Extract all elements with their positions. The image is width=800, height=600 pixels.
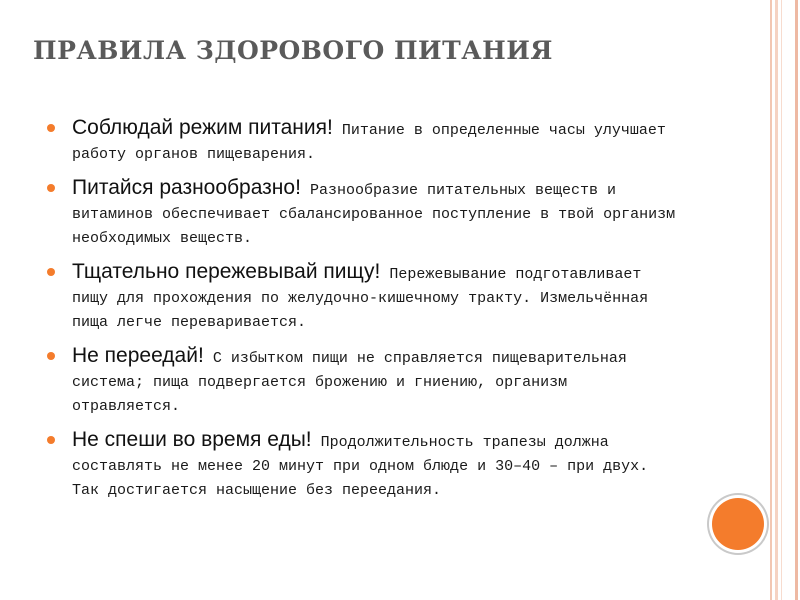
rule-heading: Питайся разнообразно!: [72, 176, 301, 199]
rules-list: [47, 116, 682, 512]
rule-item: [47, 428, 682, 503]
slide-title: ПРАВИЛА ЗДОРОВОГО ПИТАНИЯ: [33, 36, 553, 65]
rule-text: Разнообразие питательных веществ и витаминов обеспечивает сбалансированное поступление в твой организм необходимых веществ.: [72, 182, 676, 247]
rule-text: Питание в определенные часы улучшает работу органов пищеварения.: [72, 122, 666, 163]
rule-heading: Соблюдай режим питания!: [72, 116, 333, 139]
rule-heading: Не переедай!: [72, 344, 204, 367]
rule-item: [47, 260, 682, 335]
rule-heading: Тщательно пережевывай пищу!: [72, 260, 381, 283]
rule-text: С избытком пищи не справляется пищеварительная система; пища подвергается брожению и гниению, организм отравляется.: [72, 350, 627, 415]
rule-item: [47, 176, 682, 251]
bullet-dot-icon: [47, 268, 55, 276]
rule-item: [47, 116, 682, 167]
decorative-stripe: [781, 0, 782, 600]
bullet-dot-icon: [47, 352, 55, 360]
rule-heading: Не спеши во время еды!: [72, 428, 312, 451]
rule-item: [47, 344, 682, 419]
orange-circle-icon: [712, 498, 764, 550]
decorative-stripe: [775, 0, 778, 600]
bullet-dot-icon: [47, 436, 55, 444]
rule-text: Продолжительность трапезы должна составлять не менее 20 минут при одном блюде и 30–40 – при двух. Так достигается насыщение без переедания.: [72, 434, 649, 499]
bullet-dot-icon: [47, 124, 55, 132]
rule-text: Пережевывание подготавливает пищу для прохождения по желудочно-кишечному тракту. Измельчённая пища легче переваривается.: [72, 266, 649, 331]
decorative-stripe: [770, 0, 772, 600]
bullet-dot-icon: [47, 184, 55, 192]
decorative-stripe: [795, 0, 798, 600]
